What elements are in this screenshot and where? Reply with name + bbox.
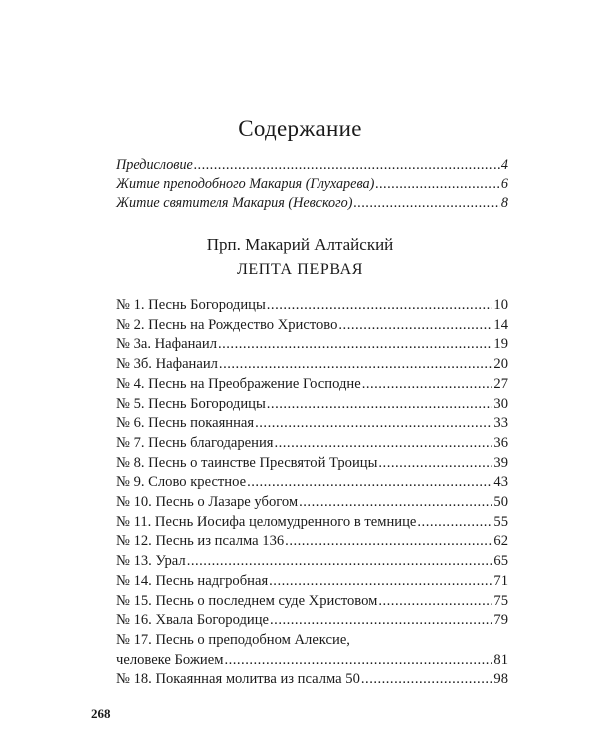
toc-entry[interactable]: [116, 434, 508, 454]
entry-title: № 10. Песнь о Лазаре убогом: [116, 494, 299, 511]
dot-leader: [378, 454, 492, 474]
entry-title: Житие святителя Макария (Невского): [116, 195, 353, 211]
entry-page: 62: [493, 533, 508, 550]
entry-title: № 9. Слово крестное: [116, 474, 247, 491]
dot-leader: [267, 296, 493, 316]
intro-entries: [116, 156, 508, 213]
entry-title: № 13. Урал: [116, 553, 186, 570]
toc-entry[interactable]: [116, 670, 508, 690]
entry-title: № 15. Песнь о последнем суде Христовом: [116, 592, 378, 609]
page-number: 268: [91, 706, 111, 721]
entry-page: 4: [500, 157, 508, 173]
dot-leader: [255, 414, 492, 434]
dot-leader: [378, 592, 492, 612]
entry-page: 36: [493, 434, 508, 451]
entry-page: 6: [500, 176, 508, 192]
entry-page: 39: [493, 454, 508, 471]
entry-page: 79: [493, 612, 508, 629]
entry-title: № 6. Песнь покаянная: [116, 415, 255, 432]
dot-leader: [267, 395, 493, 415]
toc-entry[interactable]: [116, 156, 508, 175]
toc-entry[interactable]: [116, 355, 508, 375]
entry-title: № 14. Песнь надгробная: [116, 572, 269, 589]
dot-leader: [218, 335, 492, 355]
dot-leader: [270, 611, 492, 631]
entry-page: 14: [493, 316, 508, 333]
entry-title: № 16. Хвала Богородице: [116, 612, 270, 629]
entry-page: 43: [493, 474, 508, 491]
dot-leader: [219, 355, 492, 375]
entry-page: 75: [493, 592, 508, 609]
toc-entry[interactable]: [116, 454, 508, 474]
toc-entry[interactable]: [116, 493, 508, 513]
toc-entry[interactable]: [116, 592, 508, 612]
dot-leader: [187, 552, 493, 572]
entry-title: № 3б. Нафанаил: [116, 356, 218, 373]
entry-title: № 3а. Нафанаил: [116, 336, 217, 353]
entry-page: 65: [493, 553, 508, 570]
section-heading: ЛЕПТА ПЕРВАЯ: [236, 261, 364, 278]
entry-title: № 7. Песнь благодарения: [116, 434, 274, 451]
entry-page: 20: [493, 356, 508, 373]
toc-entry[interactable]: [116, 414, 508, 434]
entry-page: 71: [493, 572, 508, 589]
toc-entry[interactable]: [116, 175, 508, 194]
dot-leader: [285, 532, 492, 552]
entry-page: 50: [493, 494, 508, 511]
dot-leader: [361, 670, 493, 690]
entry-page: 81: [493, 651, 508, 668]
dot-leader: [375, 175, 500, 194]
entry-title-line2-row: [116, 651, 508, 671]
entry-title: № 5. Песнь Богородицы: [116, 395, 266, 412]
page-title: Содержание: [238, 116, 362, 141]
entry-page: 33: [493, 415, 508, 432]
entry-title: № 1. Песнь Богородицы: [116, 297, 266, 313]
dot-leader: [338, 316, 492, 336]
dot-leader: [269, 572, 492, 592]
toc-entry[interactable]: [116, 335, 508, 355]
entry-page: 30: [493, 395, 508, 412]
toc-entry[interactable]: [116, 375, 508, 395]
dot-leader: [354, 194, 500, 213]
entry-title: № 8. Песнь о таинстве Пресвятой Троицы: [116, 454, 378, 471]
entry-title: № 18. Покаянная молитва из псалма 50: [116, 671, 360, 688]
entry-title: № 12. Песнь из псалма 136: [116, 533, 285, 550]
entry-page: 98: [493, 671, 508, 688]
entry-title: № 4. Песнь на Преображение Господне: [116, 375, 361, 392]
dot-leader: [247, 473, 492, 493]
entry-title: № 11. Песнь Иосифа целомудренного в темнице: [116, 513, 417, 530]
toc-entry[interactable]: [116, 513, 508, 533]
dot-leader: [194, 156, 500, 175]
author-heading: Прп. Макарий Алтайский: [206, 235, 394, 254]
toc-entry[interactable]: [116, 194, 508, 213]
entry-title: Житие преподобного Макария (Глухарева): [116, 176, 375, 192]
entry-page: 55: [493, 513, 508, 530]
toc-entry[interactable]: [116, 473, 508, 493]
dot-leader: [362, 375, 493, 395]
toc-entry-multiline[interactable]: [116, 631, 508, 670]
entry-page: 10: [493, 297, 508, 313]
entry-page: 8: [500, 195, 508, 211]
dot-leader: [274, 434, 492, 454]
dot-leader: [224, 651, 492, 671]
dot-leader: [417, 513, 492, 533]
toc-entry[interactable]: [116, 611, 508, 631]
entry-title-line1: № 17. Песнь о преподобном Алексие,: [116, 631, 350, 648]
toc-entry[interactable]: [116, 532, 508, 552]
entry-title: Предисловие: [116, 157, 193, 173]
dot-leader: [299, 493, 492, 513]
toc-entry[interactable]: [116, 296, 508, 316]
toc-entry[interactable]: [116, 572, 508, 592]
toc-entry[interactable]: [116, 552, 508, 572]
entry-title: № 2. Песнь на Рождество Христово: [116, 316, 338, 333]
toc-entry[interactable]: [116, 395, 508, 415]
main-entries: [116, 296, 508, 690]
entry-title-line2: человеке Божием: [116, 651, 224, 668]
toc-entry[interactable]: [116, 316, 508, 336]
entry-page: 27: [493, 375, 508, 392]
entry-page: 19: [493, 336, 508, 353]
